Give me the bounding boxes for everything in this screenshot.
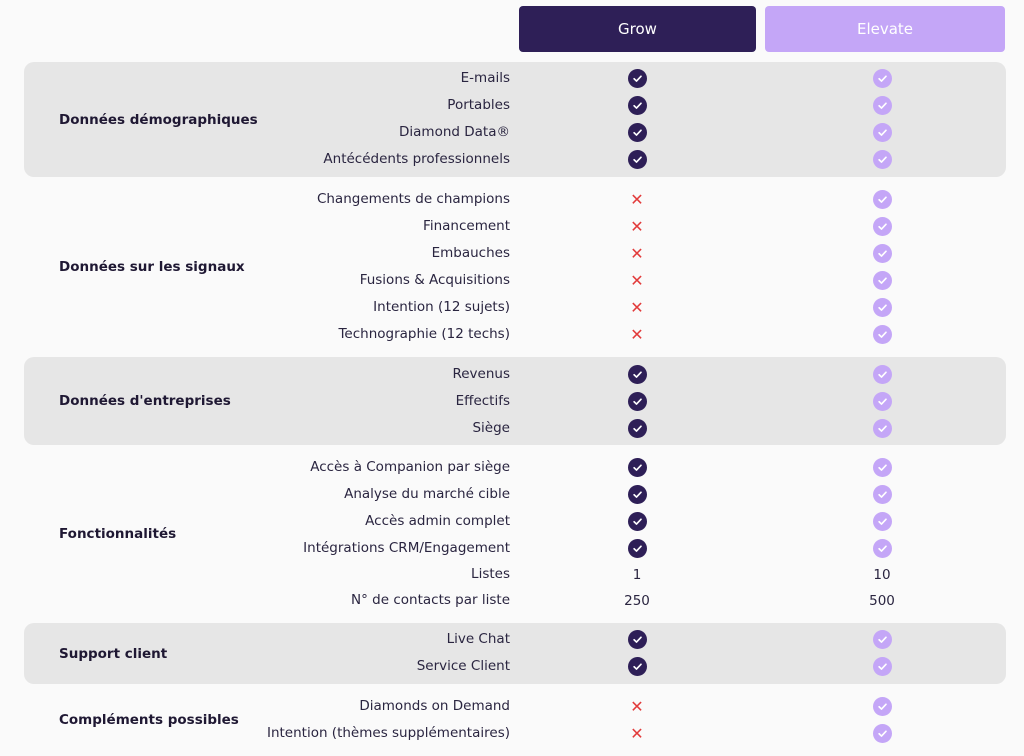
feature-row [24, 561, 1006, 588]
elevate-check-icon [862, 65, 902, 92]
elevate-check-icon [862, 146, 902, 173]
elevate-check-icon [862, 321, 902, 348]
elevate-check-icon [862, 186, 902, 213]
grow-check-icon [617, 119, 657, 146]
feature-row [24, 535, 1006, 562]
elevate-check-icon [862, 267, 902, 294]
feature-label: Intégrations CRM/Engagement [303, 540, 510, 556]
feature-label: Intention (thèmes supplémentaires) [266, 725, 510, 741]
grow-check-icon [617, 535, 657, 562]
section-donnees-demographiques [24, 62, 1006, 177]
feature-label: Siège [472, 420, 510, 436]
section-title: Compléments possibles [59, 712, 239, 728]
section-support-client [24, 623, 1006, 684]
elevate-check-icon [862, 481, 902, 508]
feature-label: Diamonds on Demand [359, 698, 510, 714]
grow-plan-button[interactable]: Grow [519, 6, 756, 52]
elevate-check-icon [862, 361, 902, 388]
section-title: Données démographiques [59, 111, 258, 128]
grow-check-icon [617, 92, 657, 119]
feature-label: Accès admin complet [365, 513, 510, 529]
grow-check-icon [617, 146, 657, 173]
feature-label: Accès à Companion par siège [310, 459, 510, 475]
grow-check-icon [617, 415, 657, 442]
section-complements-possibles [24, 689, 1006, 751]
elevate-check-icon [862, 653, 902, 680]
grow-cross-icon: ✕ [630, 216, 644, 236]
feature-label: Financement [423, 218, 510, 234]
grow-cross-icon: ✕ [630, 696, 644, 716]
section-title: Support client [59, 645, 168, 662]
feature-row [24, 626, 1006, 653]
feature-label: Antécédents professionnels [323, 151, 510, 167]
elevate-check-icon [862, 508, 902, 535]
grow-check-icon [617, 454, 657, 481]
feature-row [24, 388, 1006, 415]
feature-row [24, 146, 1006, 173]
feature-label: Portables [447, 97, 510, 113]
section-title: Données d'entreprises [59, 393, 231, 409]
feature-label: Embauches [431, 245, 510, 261]
feature-label: Live Chat [446, 631, 510, 647]
grow-check-icon [617, 508, 657, 535]
grow-check-icon [617, 481, 657, 508]
section-donnees-sur-les-signaux [24, 182, 1006, 352]
grow-value: 1 [632, 566, 642, 583]
feature-label: Service Client [416, 658, 510, 674]
elevate-check-icon [862, 294, 902, 321]
feature-row [24, 267, 1006, 294]
feature-row [24, 65, 1006, 92]
elevate-check-icon [862, 626, 902, 653]
feature-row [24, 415, 1006, 442]
elevate-check-icon [862, 415, 902, 442]
elevate-check-icon [862, 535, 902, 562]
grow-cross-icon: ✕ [630, 243, 644, 263]
feature-row [24, 693, 1006, 720]
feature-row [24, 361, 1006, 388]
elevate-check-icon [862, 720, 902, 747]
feature-label: N° de contacts par liste [351, 592, 510, 608]
grow-check-icon [617, 65, 657, 92]
elevate-check-icon [862, 213, 902, 240]
feature-label: Technographie (12 techs) [338, 326, 510, 342]
feature-label: Revenus [452, 366, 510, 382]
grow-check-icon [617, 361, 657, 388]
section-title: Données sur les signaux [59, 259, 245, 275]
section-title: Fonctionnalités [59, 526, 177, 542]
feature-row [24, 92, 1006, 119]
section-donnees-d-entreprises [24, 357, 1006, 445]
feature-row [24, 481, 1006, 508]
elevate-check-icon [862, 92, 902, 119]
feature-label: Intention (12 sujets) [373, 299, 510, 315]
grow-cross-icon: ✕ [630, 297, 644, 317]
feature-row [24, 119, 1006, 146]
feature-label: Changements de champions [316, 191, 510, 207]
elevate-check-icon [862, 454, 902, 481]
elevate-check-icon [862, 388, 902, 415]
feature-row [24, 587, 1006, 614]
feature-label: E-mails [460, 70, 510, 86]
feature-label: Diamond Data® [399, 124, 510, 140]
elevate-value: 10 [873, 566, 891, 583]
feature-row [24, 321, 1006, 348]
feature-row [24, 653, 1006, 680]
grow-cross-icon: ✕ [630, 270, 644, 290]
grow-check-icon [617, 626, 657, 653]
elevate-check-icon [862, 693, 902, 720]
grow-check-icon [617, 653, 657, 680]
feature-row [24, 240, 1006, 267]
section-fonctionnalites [24, 450, 1006, 618]
elevate-value: 500 [869, 592, 895, 609]
elevate-check-icon [862, 240, 902, 267]
grow-cross-icon: ✕ [630, 189, 644, 209]
feature-label: Fusions & Acquisitions [359, 272, 510, 288]
grow-check-icon [617, 388, 657, 415]
feature-row [24, 720, 1006, 747]
feature-row [24, 508, 1006, 535]
grow-cross-icon: ✕ [630, 723, 644, 743]
elevate-check-icon [862, 119, 902, 146]
feature-label: Listes [471, 566, 510, 582]
feature-row [24, 294, 1006, 321]
feature-row [24, 213, 1006, 240]
feature-row [24, 186, 1006, 213]
grow-value: 250 [624, 592, 650, 609]
elevate-plan-button[interactable]: Elevate [765, 6, 1005, 52]
feature-label: Effectifs [455, 393, 510, 409]
feature-label: Analyse du marché cible [344, 486, 510, 502]
feature-row [24, 454, 1006, 481]
grow-cross-icon: ✕ [630, 324, 644, 344]
